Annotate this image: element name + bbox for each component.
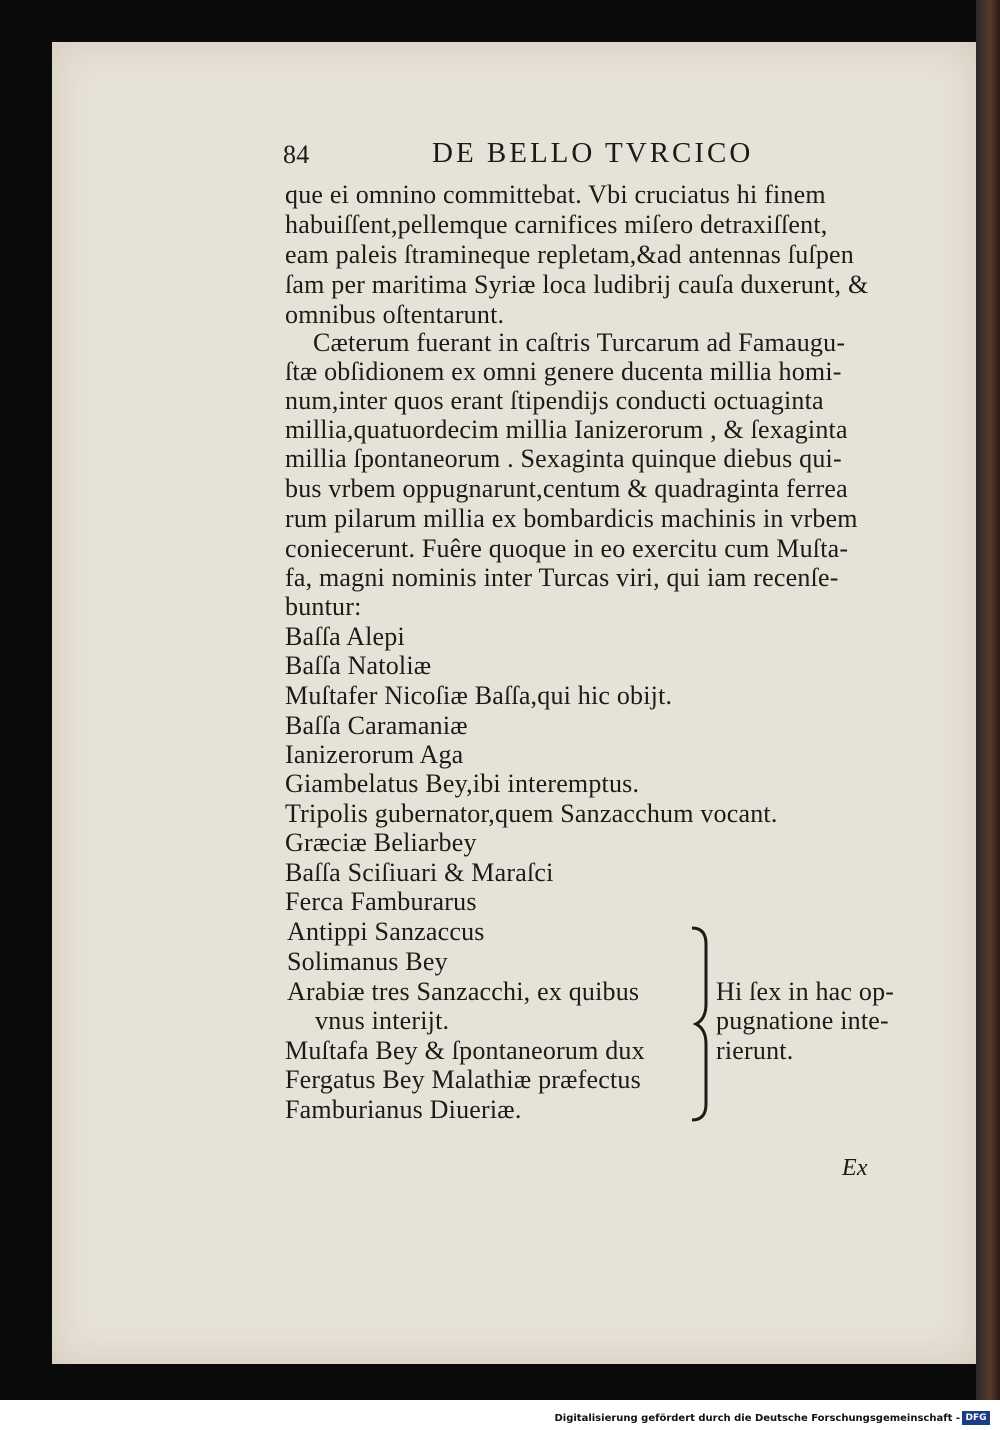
braced-item: Muſtafa Bey & ſpontaneorum dux bbox=[285, 1036, 645, 1065]
body-line: coniecerunt. Fuêre quoque in eo exercitu cum Muſta- bbox=[285, 534, 849, 563]
catchword: Ex bbox=[842, 1155, 868, 1181]
braced-item: vnus interijt. bbox=[315, 1006, 450, 1035]
curly-brace bbox=[686, 924, 714, 1124]
page-number: 84 bbox=[283, 140, 310, 169]
body-line: omnibus oſtentarunt. bbox=[285, 300, 505, 329]
funding-credit: Digitalisierung gefördert durch die Deutsche Forschungsgemeinschaft - bbox=[554, 1413, 960, 1424]
braced-item: Fergatus Bey Malathiæ præfectus bbox=[285, 1065, 641, 1094]
list-item: Muſtafer Nicoſiæ Baſſa,qui hic obijt. bbox=[285, 681, 673, 710]
list-item: Ianizerorum Aga bbox=[285, 740, 464, 769]
braced-item: Famburianus Diueriæ. bbox=[285, 1095, 522, 1124]
body-line: habuiſſent,pellemque carnifices miſero detraxiſſent, bbox=[285, 210, 828, 239]
braced-item: Arabiæ tres Sanzacchi, ex quibus bbox=[287, 977, 640, 1006]
list-item: Tripolis gubernator,quem Sanzacchum vocant. bbox=[285, 799, 778, 828]
body-line: rum pilarum millia ex bombardicis machinis in vrbem bbox=[285, 504, 858, 533]
brace-note-line: pugnatione inte- bbox=[716, 1006, 889, 1035]
body-line: num,inter quos erant ſtipendijs conducti octuaginta bbox=[285, 386, 824, 415]
dfg-logo-icon: DFG bbox=[962, 1411, 990, 1425]
list-item: Græciæ Beliarbey bbox=[285, 828, 477, 857]
body-line: buntur: bbox=[285, 592, 362, 621]
list-item: Baſſa Sciſiuari & Maraſci bbox=[285, 858, 554, 887]
body-line: millia ſpontaneorum . Sexaginta quinque diebus qui- bbox=[285, 444, 842, 473]
body-line: millia,quatuordecim millia Ianizerorum , & ſexaginta bbox=[285, 415, 848, 444]
list-item: Ferca Famburarus bbox=[285, 887, 477, 916]
body-line: fa, magni nominis inter Turcas viri, qui iam recenſe- bbox=[285, 563, 839, 592]
page-edge bbox=[976, 0, 1000, 1400]
list-item: Baſſa Natoliæ bbox=[285, 651, 432, 680]
body-line: ſam per maritima Syriæ loca ludibrij cauſa duxerunt, & bbox=[285, 270, 869, 299]
braced-item: Solimanus Bey bbox=[287, 947, 448, 976]
body-line: Cæterum fuerant in caſtris Turcarum ad Famaugu- bbox=[313, 328, 846, 357]
list-item: Baſſa Alepi bbox=[285, 622, 405, 651]
brace-note-line: rierunt. bbox=[716, 1036, 794, 1065]
body-line: eam paleis ſtramineque repletam,&ad antennas ſuſpen bbox=[285, 240, 854, 269]
list-item: Giambelatus Bey,ibi interemptus. bbox=[285, 769, 640, 798]
body-line: que ei omnino committebat. Vbi cruciatus hi finem bbox=[285, 180, 826, 209]
braced-item: Antippi Sanzaccus bbox=[287, 917, 485, 946]
body-line: ſtæ obſidionem ex omni genere ducenta millia homi- bbox=[285, 357, 842, 386]
brace-note-line: Hi ſex in hac op- bbox=[716, 977, 895, 1006]
list-item: Baſſa Caramaniæ bbox=[285, 711, 468, 740]
running-head: DE BELLO TVRCICO bbox=[432, 137, 754, 169]
body-line: bus vrbem oppugnarunt,centum & quadraginta ferrea bbox=[285, 474, 848, 503]
